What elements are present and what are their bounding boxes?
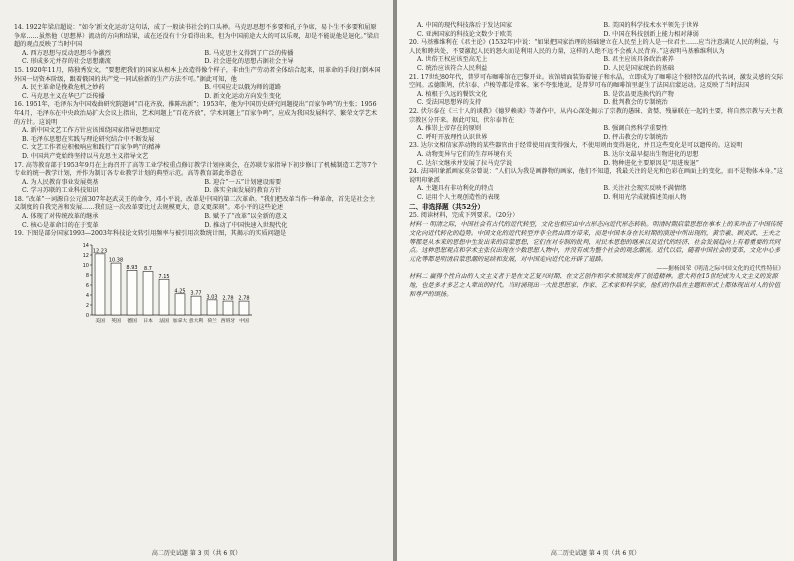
option-c: C. 统治应该符合人民利益	[417, 64, 488, 72]
page-footer: 高二历史试题 第 4 页（共 6 页）	[550, 550, 641, 557]
data-label: 8.93	[126, 264, 138, 271]
question-14-options	[14, 50, 381, 67]
bar	[223, 301, 233, 315]
question-15: 15. 1920年11月，陈独秀发文，“要想把我们的国家从根本上改造得像个样子，非由生产劳动者全体结合起来，用革命的手段打倒本国外国一切资本阶级，跟着俄国的共产党一同试验新的生产方法不可。”据此可知，他	[14, 66, 381, 83]
y-tick-label: 14	[82, 242, 89, 249]
question-20-options	[409, 56, 784, 73]
option-d: D. 人民是国家统治的基础	[603, 64, 675, 72]
y-tick-label: 4	[85, 292, 89, 299]
option-a: A. 推崇上帝存在的原则	[417, 125, 482, 133]
option-c: C. 核心是革命目的在于变革	[22, 221, 99, 229]
option-d: D. 落实全面发展的教育方针	[204, 187, 282, 195]
question-21-options	[409, 91, 784, 108]
option-a: A. 民主革命是挽救危机之妙药	[22, 84, 105, 92]
category-label: 西班牙	[220, 318, 236, 324]
option-c: C. 达尔文继承并发展了拉马克学说	[417, 159, 513, 167]
bar-chart-svg	[76, 241, 256, 327]
bar	[143, 271, 153, 315]
option-b: B. 马克思主义得到了广泛的传播	[204, 49, 294, 57]
category-label: 日本	[143, 318, 153, 324]
page-3	[0, 0, 393, 561]
option-d: D. 物种进化主要原因是“用进废退”	[603, 159, 699, 167]
option-c: C. 学习苏联的工业科技知识	[22, 187, 99, 195]
question-19: 19. 下图是部分国家1993—2003年科技论文转引用频率与被引用次数统计图，其揭示的实质问题是	[14, 230, 287, 238]
bar	[175, 294, 185, 315]
question-25: 25. 阅读材料，完成下列要求。（20分）	[409, 212, 519, 220]
data-label: 12.23	[92, 248, 108, 255]
data-label: 2.78	[238, 295, 250, 302]
option-b: B. 中国应走以俄为师的道路	[204, 84, 282, 92]
option-b: B. 美国的科学技术水平领先于世界	[603, 22, 699, 29]
y-tick-label: 2	[85, 302, 89, 309]
option-a: A. 西方思想与反动思想斗争激烈	[22, 49, 111, 57]
question-17: 17. 高等教育部于1953年9月在上海召开了高等工业学校重点修订教学计划座谈会，在苏联专家指导下初步修订了机械制造工艺等7个专业的统一教学计划，并作为制订各专业教学计划的典型示范。高等教育部此举意在	[14, 161, 378, 178]
category-label: 英国	[111, 318, 121, 324]
data-label: 3.77	[190, 290, 202, 297]
bar	[191, 296, 201, 315]
category-label: 加拿大	[172, 318, 188, 324]
material-1: 材料一 明清之际，中国社会有古代的近代转型，文化也相应由中古形态向近代形态转轨。明清时期启蒙思想在事本上的来冲击了中国传统文化向近代转化的趋势。中国文化的近代转型并非全然由西方带来，而是中国本身在长时期的演进中所出现的，黄宗羲、顾炎武、王夫之等都是从本来的思想中生发出来的启蒙思想，它们在对专制的批判、对民本思想的继承以及近代的经济、社会发展趋向上有着重要的共同点。这种思想观点和学术主张仅出现在少数思想人物中，并没有成为整个社会的观念潮流。近代以后，随着中国社会的变革，文化中心多元化等都是明清启蒙思潮的延续和发展，对中国走向近代化开辟了道路。	[409, 221, 783, 264]
question-19-options	[409, 22, 784, 39]
option-a: A. 世俗王权应该至高无上	[417, 56, 488, 64]
option-c: C. 呼吁开放理性认识世界	[417, 133, 488, 141]
page-footer: 高二历史试题 第 3 页（共 6 页）	[151, 550, 242, 557]
option-b: B. 毛泽东思想在实践与理论研究结合中不断发展	[22, 135, 155, 143]
question-18-options	[14, 213, 381, 230]
question-22-options	[409, 125, 784, 142]
option-d: D. 中国在科技创新上能力相对薄弱	[603, 30, 699, 38]
option-d: D. 新文化运动方向发生变化	[204, 92, 282, 100]
bar	[239, 301, 249, 315]
bar	[95, 254, 105, 315]
option-c: C. 运用个人主观创造性的表现	[417, 193, 500, 201]
option-b: B. 赋予了“改革”以全新的意义	[204, 213, 288, 221]
category-label: 荷兰	[207, 318, 217, 324]
section-heading: 二、非选择题（共52分）	[409, 203, 485, 212]
option-a: A. 动物变异与它们的生存环境有关	[417, 150, 513, 158]
data-label: 10.38	[108, 257, 124, 264]
category-label: 法国	[159, 318, 169, 324]
question-24: 24. 法国印象派画家莫奈曾说：“人们认为我是画静物的画家，他们不知道，我最关注的是光和色彩在画面上的变化，而不是物体本身。”这说明印象派	[409, 168, 783, 184]
question-20: 20. 马基雅维利在《君主论》(1532年)中说：“如果把国家治理的基础建立在人民至上的人是一位君主……应当注意满足人民的利益，与人民和睦共处，不要激起人民的怒火而是利用人民的力量，这样的人绝不远不会被人民背弃。”这表明马基雅维利认为	[409, 39, 779, 55]
option-a: A. 体现了对传统改革的继承	[22, 213, 99, 221]
option-d: D. 抨击教会的专制统治	[603, 133, 668, 141]
option-c: C. 亚洲国家的科技论文数少于欧美	[417, 30, 513, 38]
category-label: 德国	[127, 318, 137, 324]
question-22: 22. 伏尔泰在《三十人的谈教》《德罗赖谈》等著作中，从内心深处揭示了宗教的愚昧、贪婪、残暴联在一起的主要，将自然宗教与天主教宗教区分开来。据此可知，伏尔泰旨在	[409, 107, 783, 124]
y-tick-label: 8	[85, 272, 89, 279]
question-18: 18. “改革”一词源自公元前307年赵武灵王的命令，邓小平说，改革是中国的第二次革命。“我们把改革当作一种革命，首先是社会主义制度的自我完善和发展……我们这一次改革要比过去规模更大，意义更深刻”。邓小平的这些论述	[14, 195, 376, 212]
question-16: 16. 1951年，毛泽东为中国戏曲研究院题词“百花齐放，推陈出新”；1953年，他为中国历史研究问题提出“百家争鸣”的主张；1956年4月，毛泽东在中央政治局扩大会议上指出，艺术问题上“百花齐放”，学术问题上“百家争鸣”，应成为我国发展科学、繁荣文学艺术的方针。这说明	[14, 101, 378, 126]
option-b: B. 君主应该具备政治素养	[603, 56, 674, 64]
data-label: 7.15	[158, 273, 170, 280]
option-d: D. 批判教会的专制统治	[603, 99, 668, 107]
option-c: C. 受法国思想界的支持	[417, 99, 482, 107]
y-tick-label: 6	[85, 282, 89, 289]
question-17-options	[14, 179, 381, 196]
option-d: D. 利用光学成就描述美丽人物	[603, 193, 687, 201]
question-14: 14. 1922年梁启超说：“如今‘新文化运动’这句话，成了一般读书社会的口头禅。马克思思想不多要和孔子争席，易卜生不多要和屈原争席……虽然他（思想界）流动的方向和结果，或在还没有十分看得出来，但为中国前途大大的可以乐观，却是不能说他是退化。”梁启超的观点反映了当时中国	[14, 24, 380, 49]
data-label: 3.03	[206, 294, 218, 301]
question-24-options	[409, 185, 784, 202]
data-label: 8.7	[144, 265, 152, 272]
bar	[207, 300, 217, 315]
category-label: 中国	[239, 318, 249, 324]
option-b: B. 关注社会现实反映不满情绪	[603, 185, 687, 193]
citation-bar-chart	[76, 241, 256, 327]
option-a: A. 为人民教育事业发展奠基	[22, 178, 99, 186]
page-4	[397, 0, 794, 561]
option-a: A. 主题具有非功利化的特点	[417, 185, 494, 193]
option-b: B. 是饮品更迭换代的产物	[603, 90, 674, 98]
data-label: 2.78	[222, 295, 234, 302]
question-21: 21. 17世纪80年代，普罗可布咖啡馆在巴黎开业。该馆墙面装饰着镜子和水晶，立即成为了咖啡这个独特饮品的代名词，激发灵感的交际空间。孟德斯鸠、伏尔泰、卢梭等都是常客。案不夸张地说，是普罗可布的咖啡馆里诞生了法国启蒙运动。这反映了当时法国	[409, 73, 784, 90]
option-b: B. 强调自然科学重要性	[603, 125, 668, 133]
option-d: D. 中国共产党始终坚持以马克思主义指导文艺	[22, 152, 149, 160]
bar	[127, 270, 137, 315]
option-d: D. 社会进化的思想占据社会主导	[204, 58, 294, 66]
option-b: B. 迎合“一五”计划建设需要	[204, 178, 282, 186]
category-label: 美国	[95, 318, 105, 324]
y-tick-label: 12	[82, 252, 89, 259]
material-1-source: ——据杨国荣《明清之际中国文化的近代性特征》	[656, 266, 784, 273]
option-d: D. 推动了中国快速入世现代化	[204, 221, 288, 229]
option-a: A. 中国的现代科技落后于发达国家	[417, 22, 513, 29]
option-a: A. 植根于久远的餐饮文化	[417, 90, 488, 98]
y-tick-label: 10	[82, 262, 89, 269]
question-15-options	[14, 84, 381, 101]
option-c: C. 文艺工作者应积极响应和践行“百家争鸣”的精神	[22, 144, 161, 152]
y-tick-label: 0	[85, 312, 89, 319]
data-label: 4.25	[174, 288, 186, 295]
question-23: 23. 达尔文相信家养动物的某些器官由于经常使用而变得强大，不使用则由变得退化，并且这些变化是可以遗传的。这说明	[409, 142, 743, 150]
bar	[159, 279, 169, 315]
question-23-options	[409, 151, 784, 168]
option-c: C. 形成多元并存的社会思想潮流	[22, 58, 111, 66]
option-b: B. 达尔文最早提出生物进化的思想	[603, 150, 699, 158]
category-label: 意大利	[188, 318, 204, 324]
option-c: C. 马克思主义在华已广泛传播	[22, 92, 105, 100]
material-2: 材料二 赢得个性自由的人文主义者于是在文艺复兴时期、在文艺创作和学术领域发挥了创造精神。意大利在15世纪成为人文主义的发源地，也是多才多艺之人辈出的时代。当时涌现出一大批思想家、作家、艺术家和科学家，他们的作品在主题和形式上都体现出对人的价值和尊严的颂扬。	[409, 273, 781, 298]
question-16-options	[14, 127, 381, 161]
option-a: A. 新中国文艺工作方针应该围绕国家指导思想而定	[22, 127, 161, 135]
bar	[111, 263, 121, 315]
